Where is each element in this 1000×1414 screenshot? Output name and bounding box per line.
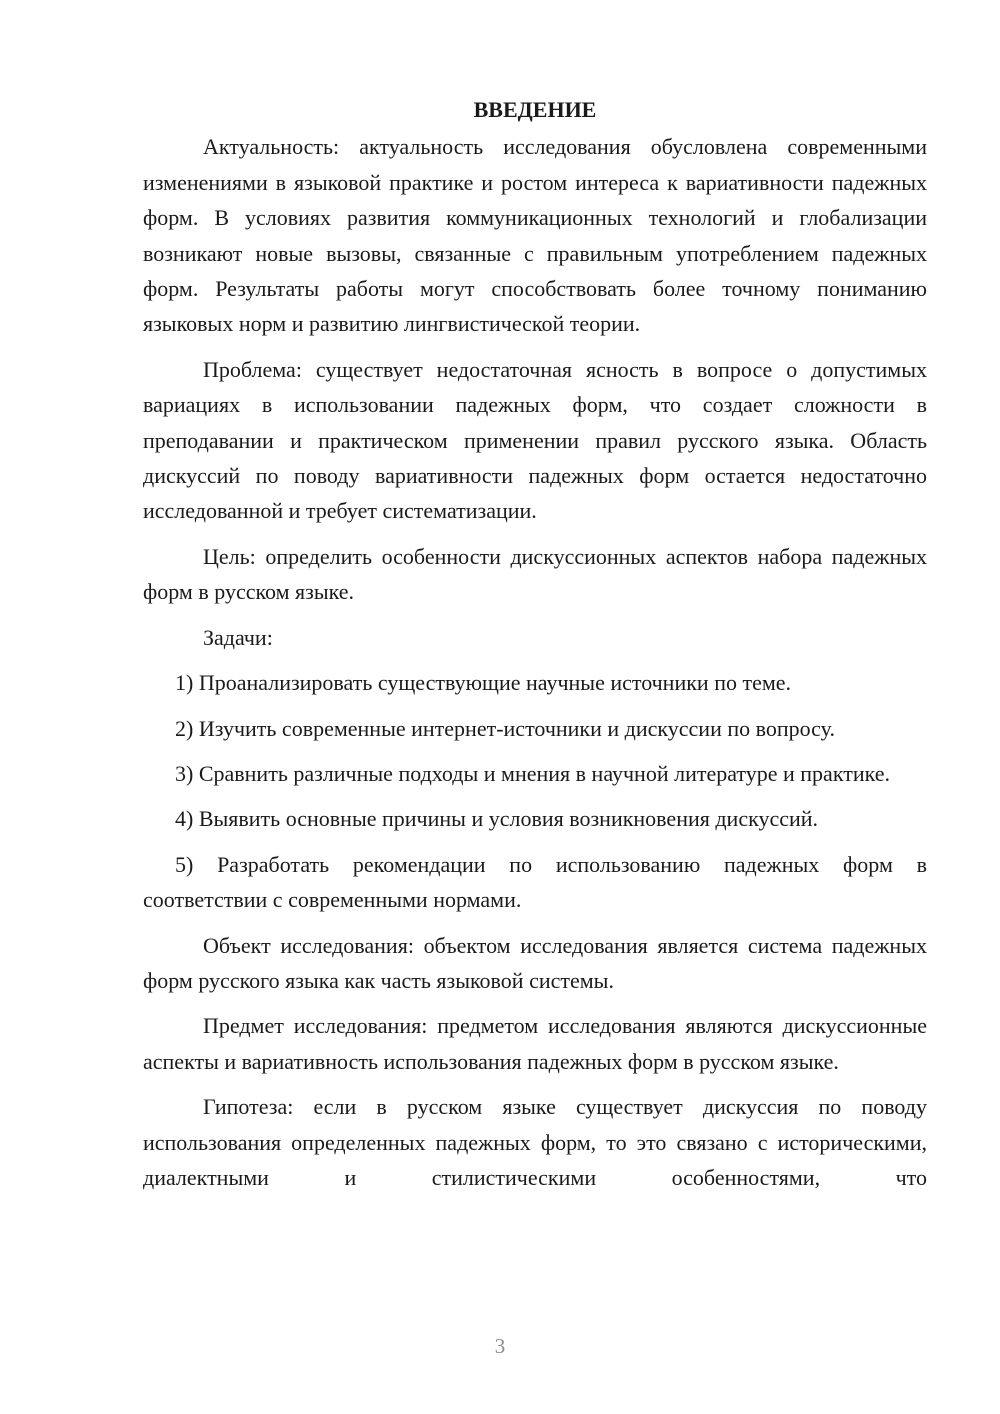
paragraph-object: Объект исследования: объектом исследования является система падежных форм русского языка как часть языковой системы.	[143, 932, 927, 993]
tasks-heading: Задачи:	[203, 624, 273, 650]
page-content	[143, 92, 927, 1205]
paragraph-relevance: Актуальность: актуальность исследования обусловлена современными изменениями в языковой практике и ростом интереса к вариативности падежных форм. В условиях развития коммуникационных технологий и глобализации возникают новые вызовы, связанные с правильным употреблением падежных форм. Результаты работы могут способствовать более точному пониманию языковых норм и развитию лингвистической теории.	[143, 134, 927, 337]
task-item-1: 1) Проанализировать существующие научные источники по теме.	[175, 670, 792, 696]
paragraph-subject: Предмет исследования: предметом исследования являются дискуссионные аспекты и вариативность использования падежных форм в русском языке.	[143, 1013, 927, 1074]
paragraph-problem: Проблема: существует недостаточная ясность в вопросе о допустимых вариациях в использовании падежных форм, что создает сложности в преподавании и практическом применении правил русского языка. Область дискуссий по поводу вариативности падежных форм остается недостаточно исследованной и требует систематизации.	[143, 356, 927, 524]
task-item-3: 3) Сравнить различные подходы и мнения в научной литературе и практике.	[175, 760, 891, 786]
page-number: 3	[494, 1334, 506, 1358]
task-item-5: 5) Разработать рекомендации по использованию падежных форм в соответствии с современными нормами.	[143, 851, 927, 913]
task-item-2: 2) Изучить современные интернет-источники и дискуссии по вопросу.	[175, 715, 835, 741]
section-title: ВВЕДЕНИЕ	[473, 97, 597, 122]
task-item-4: 4) Выявить основные причины и условия возникновения дискуссий.	[175, 806, 819, 832]
paragraph-goal: Цель: определить особенности дискуссионных аспектов набора падежных форм в русском языке.	[143, 543, 927, 605]
paragraph-hypothesis: Гипотеза: если в русском языке существует дискуссия по поводу использования определенных падежных форм, то это связано с историческими, диалектными и стилистическими особенностями, что	[143, 1094, 927, 1190]
